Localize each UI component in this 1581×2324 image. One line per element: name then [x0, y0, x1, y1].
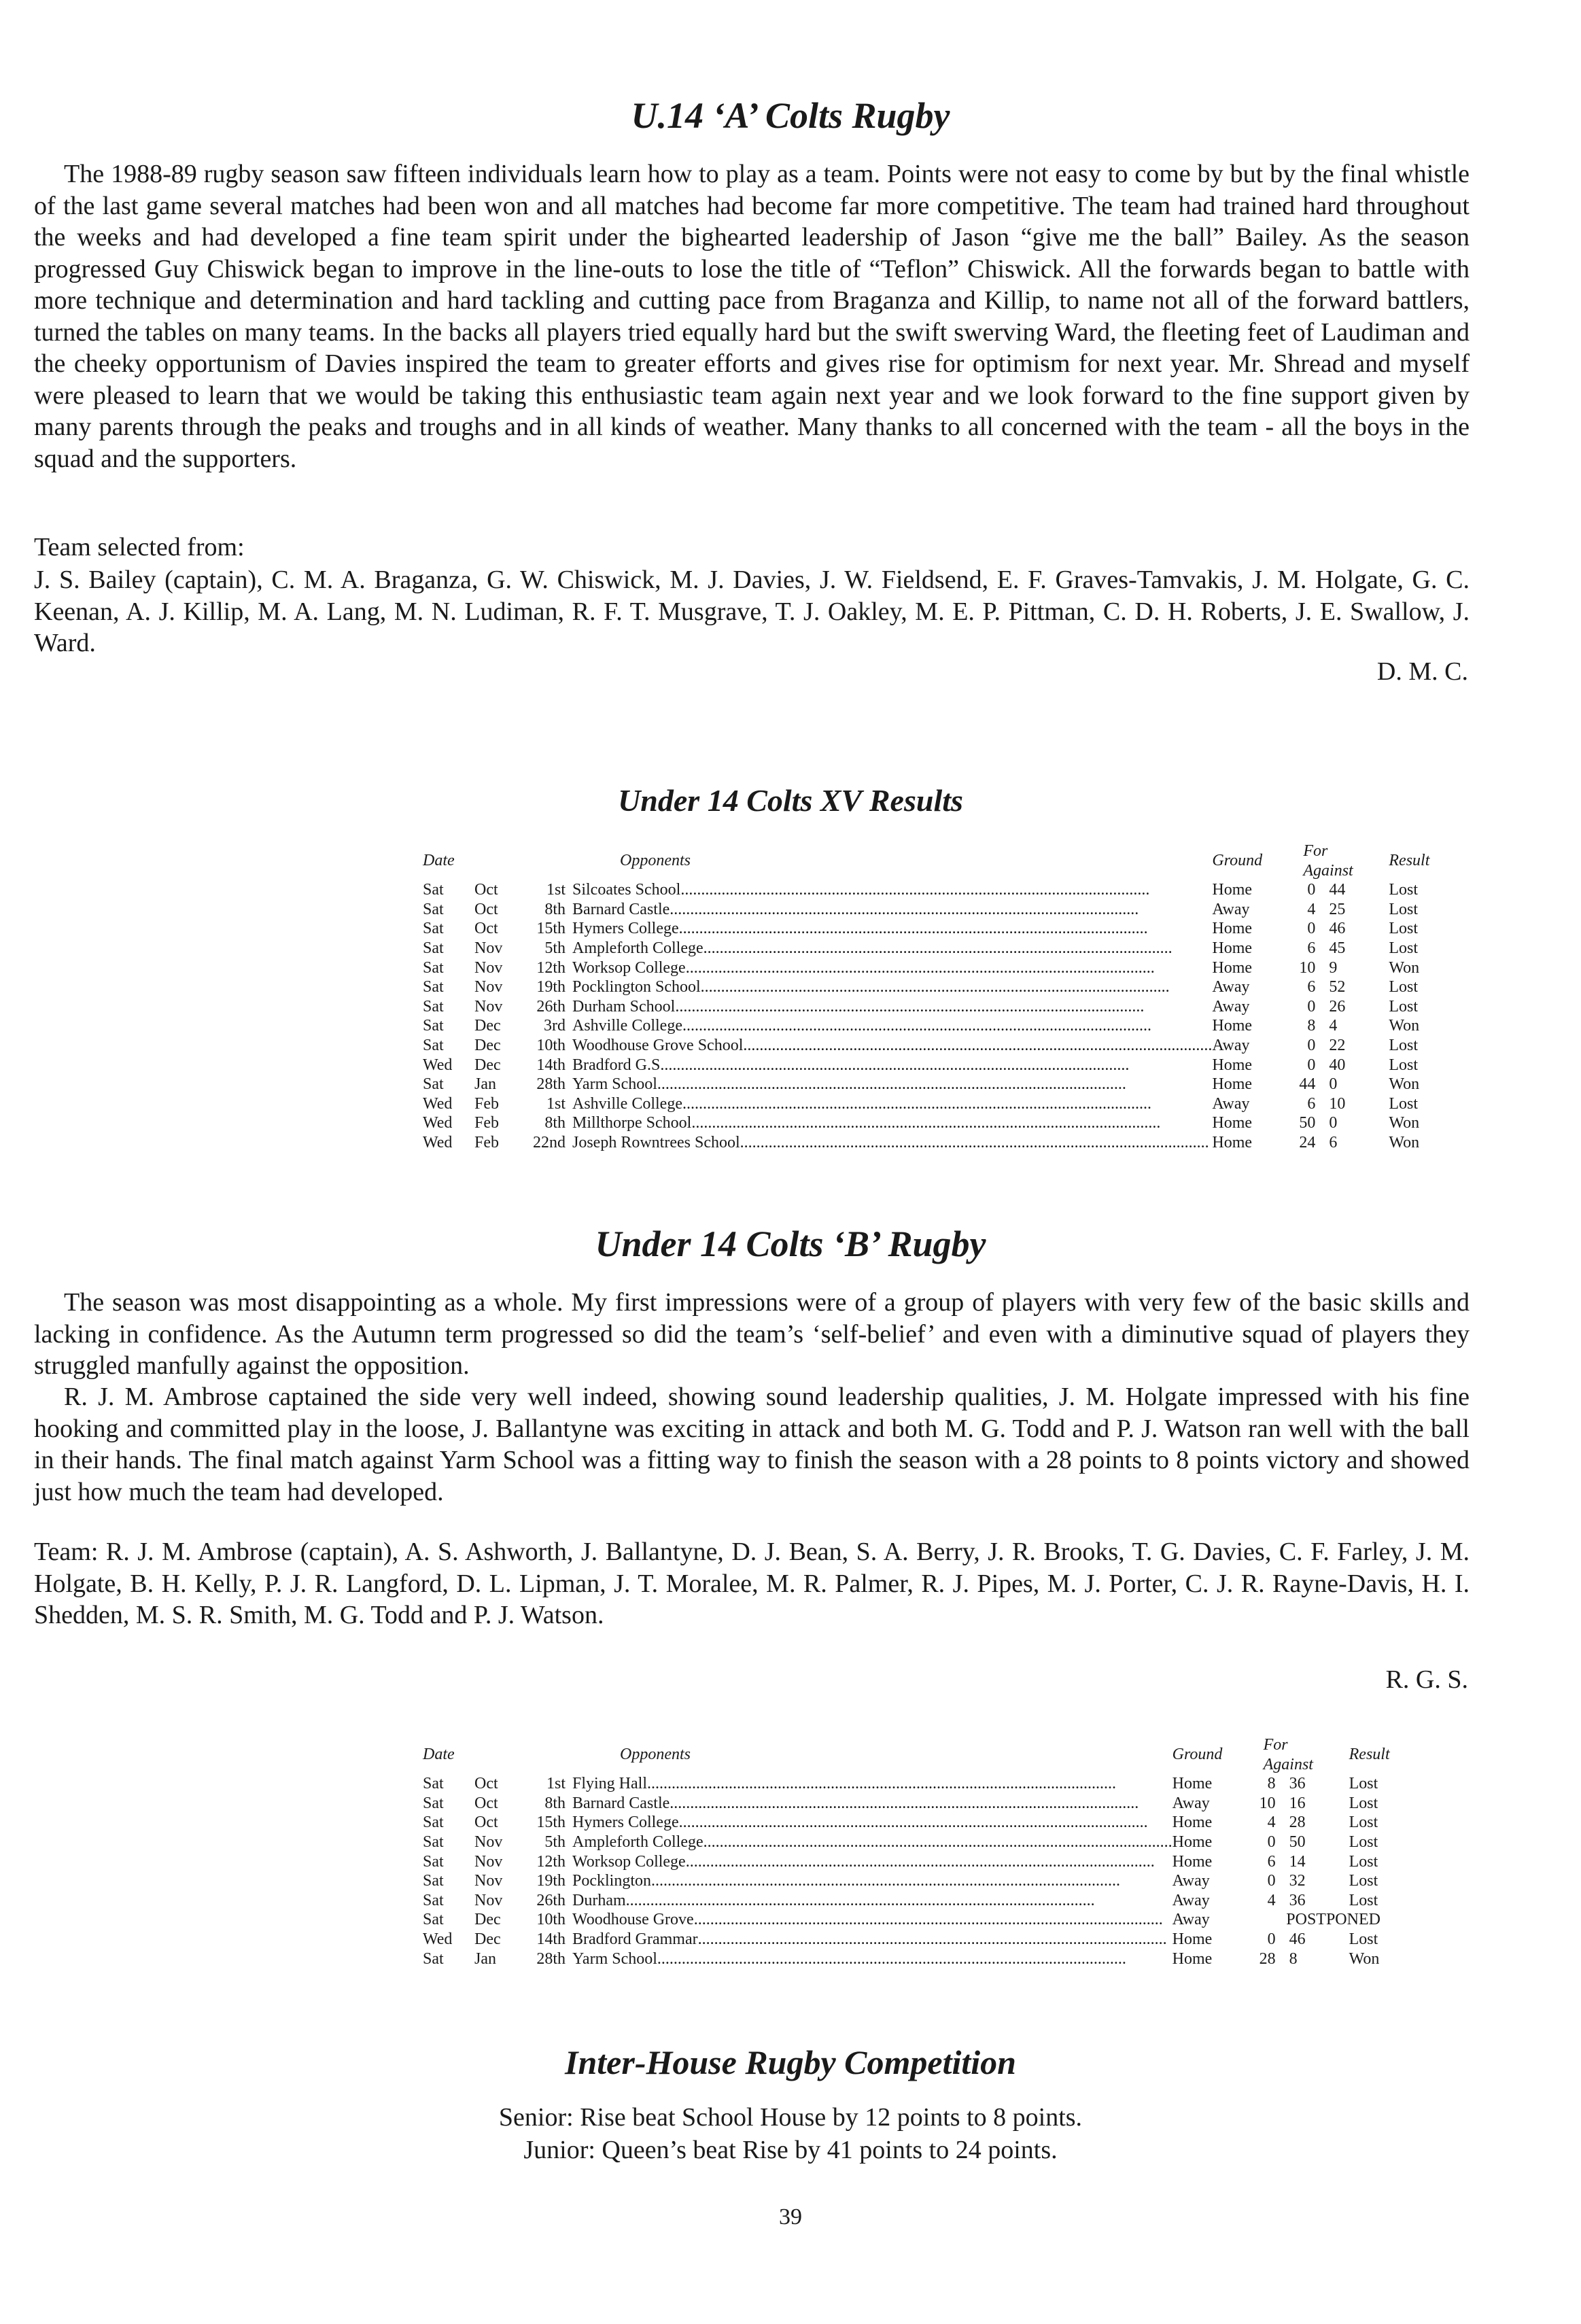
match-result: Lost	[1349, 1930, 1378, 1948]
score-for: 4	[1267, 1814, 1276, 1832]
match-ground: Home	[1212, 881, 1253, 899]
match-date: 19th	[536, 1872, 566, 1890]
results-row	[423, 1133, 1463, 1153]
score-for: 0	[1267, 1872, 1276, 1890]
score-against: 9	[1329, 958, 1338, 977]
match-opponent: Joseph Rowntrees School	[572, 1133, 740, 1151]
match-opponent: Millthorpe School	[572, 1114, 692, 1132]
match-month: Oct	[474, 920, 498, 938]
u14a-signature: D. M. C.	[1376, 657, 1468, 686]
match-opponent-cell	[572, 939, 1212, 958]
inter-house-junior-result: Junior: Queen’s beat Rise by 41 points to 24 points.	[523, 2136, 1058, 2164]
match-date: 8th	[544, 1794, 566, 1812]
section-title-inter-house: Inter-House Rugby Competition	[565, 2043, 1016, 2081]
match-date: 1st	[546, 1775, 566, 1793]
match-result: Lost	[1389, 1056, 1419, 1074]
match-opponent: Hymers College	[572, 1814, 679, 1832]
dot-leader	[691, 1113, 1212, 1133]
match-opponent-cell	[572, 1813, 1172, 1833]
results-table-header	[423, 842, 1463, 880]
match-ground: Away	[1172, 1911, 1210, 1929]
score-for: 50	[1299, 1114, 1316, 1132]
score-against: 44	[1329, 881, 1346, 899]
match-day: Sat	[423, 1833, 444, 1851]
match-opponent-cell	[572, 1833, 1172, 1852]
match-opponent: Bradford G.S	[572, 1056, 661, 1074]
score-against: 4	[1329, 1017, 1338, 1035]
match-result: Lost	[1349, 1891, 1378, 1909]
dot-leader	[686, 958, 1213, 978]
match-ground: Home	[1212, 920, 1253, 938]
match-day: Sat	[423, 997, 444, 1016]
score-for: 0	[1267, 1833, 1276, 1851]
match-day: Sat	[423, 1794, 444, 1812]
match-month: Nov	[474, 997, 503, 1016]
match-opponent: Worksop College	[572, 958, 686, 977]
match-date: 10th	[536, 1036, 566, 1054]
match-opponent-cell	[572, 1891, 1172, 1911]
score-for: 44	[1299, 1075, 1316, 1094]
match-opponent: Flying Hall	[572, 1775, 648, 1793]
dot-leader	[698, 1930, 1172, 1949]
match-day: Sat	[423, 1017, 444, 1035]
match-day: Sat	[423, 1775, 444, 1793]
match-opponent-cell	[572, 1871, 1172, 1891]
match-month: Oct	[474, 1775, 498, 1793]
match-month: Oct	[474, 900, 498, 918]
match-date: 26th	[536, 1891, 566, 1909]
u14a-team-list: J. S. Bailey (captain), C. M. A. Braganza, G. W. Chiswick, M. J. Davies, J. W. Fieldsend, E. F. Graves-Tamvakis, J. M. Holgate, G. C. Keenan, A. J. Killip, M. A. Lang, M. N. Ludiman, R. F. T. Musgrave, T. J. Oakley, M. E. P. Pittman, C. D. H. Roberts, J. E. Swallow, J. Ward.	[34, 566, 1470, 657]
score-against: 0	[1329, 1075, 1338, 1094]
match-day: Sat	[423, 1891, 444, 1909]
match-result: Won	[1389, 1017, 1420, 1035]
header-ground: Ground	[1172, 1746, 1223, 1764]
match-opponent: Yarm School	[572, 1075, 657, 1094]
score-against: 6	[1329, 1133, 1338, 1151]
score-for: 6	[1307, 939, 1316, 957]
match-result: Lost	[1349, 1872, 1378, 1890]
u14b-report-paragraph-2: R. J. M. Ambrose captained the side very well indeed, showing sound leadership qualities, J. M. Holgate impressed with his fine hooking and committed play in the loose, J. Ballantyne was exciting in attack and both M. G. Todd and P. J. Watson ran well with the ball in their hands. The final match against Yarm School was a fitting way to finish the season with a 28 points to 8 points victory and showed just how much the team had developed.	[34, 1383, 1470, 1506]
results-row	[423, 1774, 1424, 1794]
dot-leader	[743, 1036, 1212, 1056]
match-month: Nov	[474, 1872, 503, 1890]
results-row	[423, 1094, 1463, 1114]
match-opponent: Woodhouse Grove School	[572, 1036, 744, 1054]
match-ground: Home	[1172, 1949, 1213, 1968]
match-opponent: Yarm School	[572, 1949, 657, 1968]
match-month: Feb	[474, 1114, 499, 1132]
match-day: Sat	[423, 920, 444, 938]
match-month: Nov	[474, 978, 503, 996]
match-ground: Home	[1212, 1075, 1253, 1094]
match-day: Sat	[423, 939, 444, 957]
match-month: Nov	[474, 1891, 503, 1909]
results-table-a	[423, 842, 1463, 1153]
match-result: Won	[1389, 1075, 1420, 1094]
match-month: Nov	[474, 1852, 503, 1871]
dot-leader	[679, 1813, 1172, 1833]
dot-leader	[703, 1833, 1172, 1852]
score-against: 46	[1289, 1930, 1306, 1948]
match-month: Nov	[474, 1833, 503, 1851]
dot-leader	[679, 919, 1213, 939]
results-row	[423, 939, 1463, 958]
match-result: Lost	[1389, 1094, 1419, 1113]
match-month: Dec	[474, 1036, 501, 1054]
match-ground: Away	[1212, 997, 1250, 1016]
dot-leader	[657, 1949, 1172, 1969]
match-opponent-cell	[572, 1094, 1212, 1114]
match-result: Lost	[1349, 1775, 1378, 1793]
header-result: Result	[1349, 1746, 1390, 1764]
match-opponent-cell	[572, 900, 1212, 920]
match-date: 14th	[536, 1056, 566, 1074]
dot-leader	[682, 1016, 1212, 1036]
match-opponent-cell	[572, 1910, 1172, 1930]
match-ground: Away	[1212, 1094, 1250, 1113]
match-day: Wed	[423, 1133, 453, 1151]
match-month: Dec	[474, 1056, 501, 1074]
match-date: 8th	[544, 900, 566, 918]
u14b-team-list: Team: R. J. M. Ambrose (captain), A. S. Ashworth, J. Ballantyne, D. J. Bean, S. A. Berry, J. R. Brooks, T. G. Davies, C. F. Farley, J. M. Holgate, B. H. Kelly, P. J. R. Langford, D. L. Lipman, J. T. Moralee, M. R. Palmer, R. J. Pipes, M. J. Porter, C. J. R. Rayne-Davis, H. I. Shedden, M. S. R. Smith, M. G. Todd and P. J. Watson.	[34, 1538, 1470, 1629]
results-row	[423, 1891, 1424, 1911]
score-for: 6	[1267, 1852, 1276, 1871]
match-opponent-cell	[572, 1794, 1172, 1814]
match-result: Won	[1389, 958, 1420, 977]
results-table-a-body	[423, 880, 1463, 1152]
score-against: 50	[1289, 1833, 1306, 1851]
match-opponent: Silcoates School	[572, 881, 681, 899]
score-against: 36	[1289, 1891, 1306, 1909]
match-date: 5th	[544, 939, 566, 957]
score-for: 0	[1307, 881, 1316, 899]
match-date: 12th	[536, 958, 566, 977]
score-for: 4	[1267, 1891, 1276, 1909]
score-for: 0	[1307, 1036, 1316, 1054]
match-opponent: Barnard Castle	[572, 1794, 670, 1812]
score-against: 46	[1329, 920, 1346, 938]
match-date: 8th	[544, 1114, 566, 1132]
results-row	[423, 1016, 1463, 1036]
score-against: 28	[1289, 1814, 1306, 1832]
dot-leader	[675, 997, 1212, 1017]
score-against: 16	[1289, 1794, 1306, 1812]
header-opponents: Opponents	[620, 1746, 691, 1764]
match-month: Dec	[474, 1911, 501, 1929]
dot-leader	[670, 1794, 1172, 1814]
results-row	[423, 1930, 1424, 1949]
match-day: Sat	[423, 1075, 444, 1094]
match-opponent: Ashville College	[572, 1017, 682, 1035]
match-opponent-cell	[572, 1016, 1212, 1036]
match-opponent: Ampleforth College	[572, 1833, 703, 1851]
u14b-signature: R. G. S.	[1385, 1665, 1468, 1694]
match-opponent-cell	[572, 1774, 1172, 1794]
match-result: Lost	[1389, 1036, 1419, 1054]
match-day: Sat	[423, 900, 444, 918]
match-opponent: Bradford Grammar	[572, 1930, 698, 1948]
header-for-against: For Against	[1263, 1736, 1313, 1773]
match-opponent-cell	[572, 1056, 1212, 1075]
dot-leader	[657, 1075, 1212, 1094]
match-ground: Away	[1212, 978, 1250, 996]
match-day: Sat	[423, 1949, 444, 1968]
match-month: Feb	[474, 1133, 499, 1151]
results-table-b	[423, 1735, 1424, 1969]
u14a-report-paragraph: The 1988-89 rugby season saw fifteen individuals learn how to play as a team. Points were not easy to come by but by the final whistle of the last game several matches had been won and all matches had become far more competitive. The team had trained hard throughout the weeks and had developed a fine team spirit under the bighearted leadership of Jason “give me the ball” Bailey. As the season progressed Guy Chiswick began to improve in the line-outs to lose the title of “Teflon” Chiswick. All the forwards began to battle with more technique and determination and hard tackling and cutting pace from Braganza and Killip, to name not all of the forward battlers, turned the tables on many teams. In the backs all players tried equally hard but the swift swerving Ward, the fleeting feet of Laudiman and the cheeky opportunism of Davies inspired the team to greater efforts and gives rise for optimism for next year. Mr. Shread and myself were pleased to learn that we would be taking this enthusiastic team again next year and we look forward to the fine support given by many parents through the peaks and troughs and in all kinds of weather. Many thanks to all concerned with the team - all the boys in the squad and the supporters.	[34, 160, 1470, 473]
dot-leader	[660, 1056, 1212, 1075]
score-for: 0	[1267, 1930, 1276, 1948]
dot-leader	[647, 1774, 1172, 1794]
match-ground: Away	[1212, 1036, 1250, 1054]
score-against: 10	[1329, 1094, 1346, 1113]
u14a-team-heading: Team selected from:	[34, 533, 245, 561]
inter-house-senior-result: Senior: Rise beat School House by 12 points to 8 points.	[498, 2103, 1083, 2132]
match-opponent: Pocklington School	[572, 978, 701, 996]
match-opponent-cell	[572, 958, 1212, 978]
match-day: Sat	[423, 1814, 444, 1832]
section-title-results-a: Under 14 Colts XV Results	[618, 783, 963, 818]
match-opponent-cell	[572, 977, 1212, 997]
match-result: Lost	[1389, 997, 1419, 1016]
results-row	[423, 1833, 1424, 1852]
match-ground: Home	[1172, 1814, 1213, 1832]
match-result: Won	[1389, 1114, 1420, 1132]
header-date: Date	[423, 852, 455, 870]
score-for: 24	[1299, 1133, 1316, 1151]
match-month: Oct	[474, 881, 498, 899]
match-day: Sat	[423, 881, 444, 899]
match-month: Oct	[474, 1814, 498, 1832]
match-opponent-cell	[572, 1852, 1172, 1872]
match-opponent-cell	[572, 1930, 1172, 1949]
match-ground: Home	[1212, 939, 1253, 957]
score-against: 40	[1329, 1056, 1346, 1074]
results-row	[423, 997, 1463, 1017]
match-opponent: Woodhouse Grove	[572, 1911, 694, 1929]
match-date: 1st	[546, 1094, 566, 1113]
match-result: Lost	[1349, 1794, 1378, 1812]
match-ground: Away	[1172, 1891, 1210, 1909]
match-day: Sat	[423, 1852, 444, 1871]
match-day: Sat	[423, 1911, 444, 1929]
match-ground: Home	[1212, 958, 1253, 977]
match-result: Lost	[1389, 939, 1419, 957]
match-ground: Home	[1172, 1930, 1213, 1948]
match-opponent: Pocklington	[572, 1872, 652, 1890]
match-date: 5th	[544, 1833, 566, 1851]
match-ground: Away	[1212, 900, 1250, 918]
results-row	[423, 1852, 1424, 1872]
dot-leader	[701, 977, 1213, 997]
match-date: 3rd	[544, 1017, 566, 1035]
match-date: 14th	[536, 1930, 566, 1948]
match-result: Won	[1349, 1949, 1380, 1968]
dot-leader	[680, 880, 1212, 900]
match-day: Sat	[423, 1872, 444, 1890]
match-month: Dec	[474, 1930, 501, 1948]
match-opponent-cell	[572, 919, 1212, 939]
score-against: 32	[1289, 1872, 1306, 1890]
match-opponent-cell	[572, 1113, 1212, 1133]
dot-leader	[651, 1871, 1172, 1891]
score-against: 45	[1329, 939, 1346, 957]
match-opponent-cell	[572, 1133, 1212, 1153]
results-row	[423, 1813, 1424, 1833]
score-for: 0	[1307, 1056, 1316, 1074]
header-ground: Ground	[1212, 852, 1263, 870]
match-month: Nov	[474, 939, 503, 957]
score-against: 22	[1329, 1036, 1346, 1054]
results-row	[423, 977, 1463, 997]
score-for: 8	[1267, 1775, 1276, 1793]
header-for-against: For Against	[1303, 842, 1353, 880]
match-result: Lost	[1389, 900, 1419, 918]
page-number: 39	[779, 2204, 802, 2230]
dot-leader	[682, 1094, 1212, 1114]
results-row	[423, 1036, 1463, 1056]
match-opponent: Durham School	[572, 997, 676, 1016]
match-date: 10th	[536, 1911, 566, 1929]
match-opponent-cell	[572, 997, 1212, 1017]
results-table-header	[423, 1735, 1424, 1774]
match-opponent: Ampleforth College	[572, 939, 703, 957]
match-opponent: Hymers College	[572, 920, 679, 938]
header-result: Result	[1389, 852, 1430, 870]
match-month: Oct	[474, 1794, 498, 1812]
score-against: 0	[1329, 1114, 1338, 1132]
dot-leader	[694, 1910, 1172, 1930]
results-row	[423, 1113, 1463, 1133]
match-ground: Home	[1212, 1017, 1253, 1035]
score-for: 6	[1307, 1094, 1316, 1113]
match-date: 15th	[536, 1814, 566, 1832]
match-ground: Home	[1212, 1133, 1253, 1151]
match-ground: Home	[1212, 1114, 1253, 1132]
match-date: 1st	[546, 881, 566, 899]
match-ground: Away	[1172, 1794, 1210, 1812]
match-result: Won	[1389, 1133, 1420, 1151]
u14b-report-paragraph-1: The season was most disappointing as a whole. My first impressions were of a group of players with very few of the basic skills and lacking in confidence. As the Autumn term progressed so did the team’s ‘self-belief’ and even with a diminutive squad of players they struggled manfully against the opposition.	[34, 1288, 1470, 1380]
match-day: Wed	[423, 1094, 453, 1113]
dot-leader	[626, 1891, 1172, 1911]
section-title-u14b: Under 14 Colts ‘B’ Rugby	[595, 1224, 986, 1264]
match-day: Wed	[423, 1114, 453, 1132]
section-title-u14a: U.14 ‘A’ Colts Rugby	[631, 95, 950, 136]
score-for: 0	[1307, 920, 1316, 938]
results-row	[423, 1075, 1463, 1094]
match-day: Wed	[423, 1930, 453, 1948]
score-for: 10	[1259, 1794, 1276, 1812]
score-for: 10	[1299, 958, 1316, 977]
match-opponent: Worksop College	[572, 1852, 686, 1871]
score-against: 14	[1289, 1852, 1306, 1871]
match-date: 15th	[536, 920, 566, 938]
match-month: Feb	[474, 1094, 499, 1113]
match-result: Lost	[1349, 1852, 1378, 1871]
match-day: Sat	[423, 958, 444, 977]
score-against: 36	[1289, 1775, 1306, 1793]
match-date: 28th	[536, 1949, 566, 1968]
dot-leader	[686, 1852, 1172, 1872]
match-ground: Home	[1212, 1056, 1253, 1074]
match-ground: Home	[1172, 1775, 1213, 1793]
dot-leader	[670, 900, 1212, 920]
score-for: 0	[1307, 997, 1316, 1016]
results-row	[423, 1871, 1424, 1891]
results-row	[423, 958, 1463, 978]
match-result: Lost	[1389, 920, 1419, 938]
score-for: 6	[1307, 978, 1316, 996]
match-opponent-cell	[572, 880, 1212, 900]
score-against: 26	[1329, 997, 1346, 1016]
results-row	[423, 919, 1463, 939]
dot-leader	[703, 939, 1213, 958]
match-date: 12th	[536, 1852, 566, 1871]
header-date: Date	[423, 1746, 455, 1764]
results-row	[423, 1794, 1424, 1814]
match-opponent: Durham	[572, 1891, 626, 1909]
match-result: Lost	[1389, 978, 1419, 996]
match-result: Lost	[1349, 1814, 1378, 1832]
match-month: Dec	[474, 1017, 501, 1035]
match-date: 28th	[536, 1075, 566, 1094]
match-result: Lost	[1349, 1833, 1378, 1851]
match-opponent: Barnard Castle	[572, 900, 670, 918]
match-opponent-cell	[572, 1075, 1212, 1094]
match-opponent-cell	[572, 1949, 1172, 1969]
score-against: 25	[1329, 900, 1346, 918]
match-opponent: Ashville College	[572, 1094, 682, 1113]
score-against: 8	[1289, 1949, 1298, 1968]
match-month: Nov	[474, 958, 503, 977]
dot-leader	[740, 1133, 1213, 1153]
match-date: 26th	[536, 997, 566, 1016]
match-date: 22nd	[533, 1133, 566, 1151]
match-day: Sat	[423, 978, 444, 996]
match-day: Wed	[423, 1056, 453, 1074]
match-ground: Away	[1172, 1872, 1210, 1890]
match-result: Lost	[1389, 881, 1419, 899]
results-row	[423, 1910, 1424, 1930]
score-for: 8	[1307, 1017, 1316, 1035]
results-row	[423, 1056, 1463, 1075]
match-opponent-cell	[572, 1036, 1212, 1056]
match-month: Jan	[474, 1949, 496, 1968]
results-row	[423, 900, 1463, 920]
score-for: 28	[1259, 1949, 1276, 1968]
score-for: 4	[1307, 900, 1316, 918]
results-row	[423, 1949, 1424, 1969]
results-row	[423, 880, 1463, 900]
match-ground: Home	[1172, 1852, 1213, 1871]
score-against: 52	[1329, 978, 1346, 996]
match-ground: Home	[1172, 1833, 1213, 1851]
results-table-b-body	[423, 1774, 1424, 1969]
match-postponed: POSTPONED	[1286, 1911, 1380, 1929]
match-month: Jan	[474, 1075, 496, 1094]
header-opponents: Opponents	[620, 852, 691, 870]
match-day: Sat	[423, 1036, 444, 1054]
match-date: 19th	[536, 978, 566, 996]
